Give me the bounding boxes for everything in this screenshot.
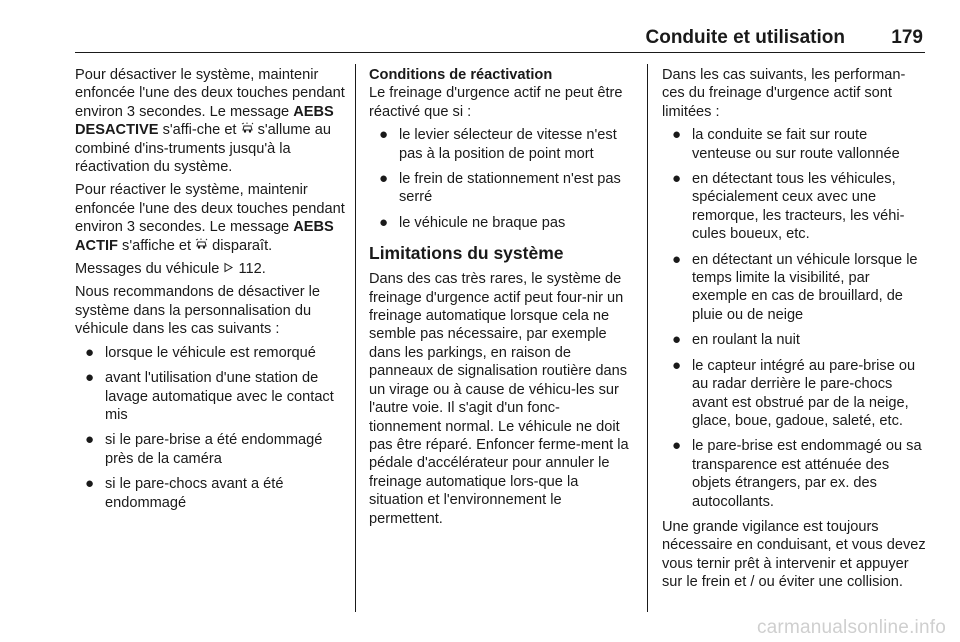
list-item [662,357,927,431]
column-divider-2 [647,64,648,612]
text: Pour désactiver le système, maintenir enfoncée l'une des deux touches pendant environ 3 secondes. Le message [75,67,345,120]
list-item [662,170,927,244]
bullet-icon: ● [85,475,95,493]
paragraph-reactivate [75,181,345,255]
list-item [75,431,345,468]
column-divider-1 [355,64,356,612]
bullet-icon: ● [672,170,682,188]
list-item [662,437,927,511]
text: le capteur intégré au pare-brise ou au radar derrière le pare-chocs avant est obstrué par de la neige, glace, boue, gadoue, saleté, etc. [692,357,916,429]
list-item [369,214,632,232]
bullet-icon: ● [85,343,95,361]
text: Messages du véhicule [75,261,224,278]
car-collision-icon [195,237,208,255]
paragraph-deactivate [75,66,345,176]
text: si le pare-brise a été endommagé près de la caméra [105,432,323,467]
bullet-list-reactivation [369,126,632,232]
list-item [75,344,345,362]
paragraph-limitations: Dans des cas très rares, le système de freinage d'urgence actif peut four-nir un freinage automatique lorsque cela ne semble pas nécessaire, par exemple dans les parkings, en raison de panneaux de signalisation routière dans un virage ou à cause de véhicu-les sur l'autre voie. Il s'agit d'un fonc-tionnement normal. Le véhicule ne doit pas être réparé. Enfoncer ferme-ment la pédale d'accélérateur pour annuler le freinage automatique lors-que la situation et l'environnement le permettent. [369,271,629,527]
list-item [662,251,927,325]
text: le levier sélecteur de vitesse n'est pas à la position de point mort [399,127,617,162]
bullet-list-limitations [662,126,927,511]
text: lorsque le véhicule est remorqué [105,344,316,361]
list-item [369,170,632,207]
column-3 [662,66,927,597]
paragraph-vigilance: Une grande vigilance est toujours nécessaire en conduisant, et vous devez vous ternir prêt à intervenir et appuyer sur le frein et / ou éviter une collision. [662,518,926,591]
page-number: 179 [891,27,923,48]
message-aebs-actif: AEBS ACTIF [75,219,334,254]
text: s'allume au combiné d'ins-truments jusqu'à la réactivation du système. [75,122,331,176]
text: Pour réactiver le système, maintenir enfoncée l'une des deux touches pendant environ 3 secondes. Le message [75,182,345,236]
text: avant l'utilisation d'une station de lavage automatique avec le contact mis [105,370,334,423]
bullet-icon: ● [379,126,389,144]
text: le véhicule ne braque pas [399,214,566,231]
bullet-icon: ● [85,369,95,387]
page-reference-arrow-icon [223,260,234,278]
text: s'affiche et [117,237,196,254]
list-item [369,126,632,163]
page-header [75,26,925,53]
text: en détectant un véhicule lorsque le temps limite la visibilité, par exemple en cas de brouillard, de pluie ou de neige [692,251,918,323]
text: si le pare-chocs avant a été endommagé [105,476,284,511]
text: en roulant la nuit [692,332,800,349]
page-reference-link[interactable]: 112. [234,261,266,278]
paragraph-recommend: Nous recommandons de désactiver le système dans la personnalisation du véhicule dans les cas suivants : [75,284,320,338]
paragraph-messages [75,260,345,278]
list-item [75,369,345,424]
paragraph-reactivation: Le freinage d'urgence actif ne peut être réactivé que si : [369,85,623,120]
text: la conduite se fait sur route venteuse ou sur route vallonnée [692,127,900,162]
bullet-icon: ● [672,437,682,455]
text: en détectant tous les véhicules, spécialement ceux avec une remorque, les tracteurs, les véhi-cules boueux, etc. [692,171,905,243]
text: disparaît. [208,237,273,254]
bullet-icon: ● [85,431,95,449]
section-title: Conduite et utilisation [645,27,845,48]
bullet-icon: ● [672,331,682,349]
bullet-icon: ● [672,356,682,374]
heading-reactivation-conditions: Conditions de réactivation [369,67,553,83]
bullet-icon: ● [379,213,389,231]
column-1 [75,66,345,519]
message-aebs-desactive: AEBS DESACTIVE [75,103,334,139]
car-collision-icon [241,121,254,139]
list-item [662,126,927,163]
watermark: carmanualsonline.info [756,617,946,638]
bullet-icon: ● [672,126,682,144]
column-2 [369,66,632,533]
list-item [75,475,345,512]
heading-system-limitations: Limitations du système [369,243,564,264]
text: le pare-brise est endommagé ou sa transparence est atténuée des objets étrangers, par ex. des autocollants. [692,438,922,510]
text: le frein de stationnement n'est pas serré [399,171,621,206]
paragraph-limited-performance: Dans les cas suivants, les performan-ces du freinage d'urgence actif sont limitées : [662,67,906,120]
bullet-icon: ● [379,170,389,188]
text: s'affi-che et [158,122,241,139]
bullet-icon: ● [672,250,682,268]
bullet-list-deactivate [75,344,345,512]
list-item [662,331,927,349]
